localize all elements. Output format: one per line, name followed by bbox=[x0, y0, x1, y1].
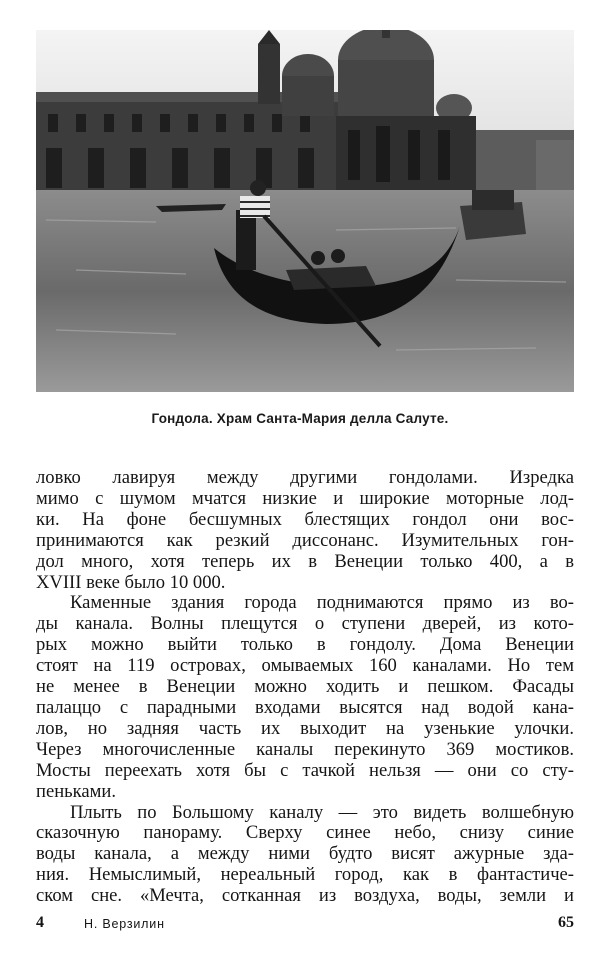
signature-number: 4 bbox=[36, 914, 44, 931]
text-line: сказочную панораму. Сверху синее небо, снизу синие bbox=[36, 822, 574, 844]
text-line: палаццо с парадными входами высятся над водой кана- bbox=[36, 696, 574, 718]
gondola-photo bbox=[36, 30, 574, 392]
text-line: воды канала, а между ними будто висят ажурные зда- bbox=[36, 843, 574, 865]
text-line: ки. На фоне бесшумных блестящих гондол они вос- bbox=[36, 508, 574, 530]
text-line: рых можно выйти только в гондолу. Дома Венеции bbox=[36, 634, 574, 656]
text-line: лов, но задняя часть их выходит на узенькие улочки. bbox=[36, 717, 574, 739]
text-line: дол много, хотя теперь их в Венеции только 400, а в bbox=[36, 550, 574, 572]
signature-name: Н. Верзилин bbox=[84, 917, 165, 931]
text-line: ском сне. «Мечта, сотканная из воздуха, воды, земли и bbox=[36, 885, 574, 907]
text-line: ловко лавируя между другими гондолами. Изредка bbox=[36, 467, 574, 488]
text-line: не менее в Венеции можно ходить и пешком. Фасады bbox=[36, 676, 574, 698]
page-number: 65 bbox=[558, 914, 574, 931]
page-footer bbox=[36, 914, 574, 936]
text-line: Мосты переехать хотя бы с тачкой нельзя — они со сту- bbox=[36, 759, 574, 781]
text-line: ния. Немыслимый, нереальный город, как в фантастиче- bbox=[36, 864, 574, 886]
gondola-photo-drawing bbox=[36, 30, 574, 392]
text-line: ды канала. Волны плещутся о ступени дверей, из кото- bbox=[36, 613, 574, 635]
text-line: пеньками. bbox=[36, 780, 117, 802]
text-line: стоят на 119 островах, омываемых 160 каналами. Но тем bbox=[36, 655, 574, 677]
text-line: XVIII веке было 10 000. bbox=[36, 571, 226, 593]
text-line: мимо с шумом мчатся низкие и широкие моторные лод- bbox=[36, 487, 574, 509]
text-line: Плыть по Большому каналу — это видеть волшебную bbox=[70, 801, 574, 823]
text-line: Через многочисленные каналы перекинуто 369 мостиков. bbox=[36, 738, 574, 760]
figure-caption: Гондола. Храм Санта-Мария делла Салуте. bbox=[151, 411, 449, 426]
text-line: Каменные здания города поднимаются прямо из во- bbox=[70, 592, 574, 614]
body-text bbox=[36, 468, 574, 907]
text-line: принимаются как резкий диссонанс. Изумительных гон- bbox=[36, 529, 574, 551]
